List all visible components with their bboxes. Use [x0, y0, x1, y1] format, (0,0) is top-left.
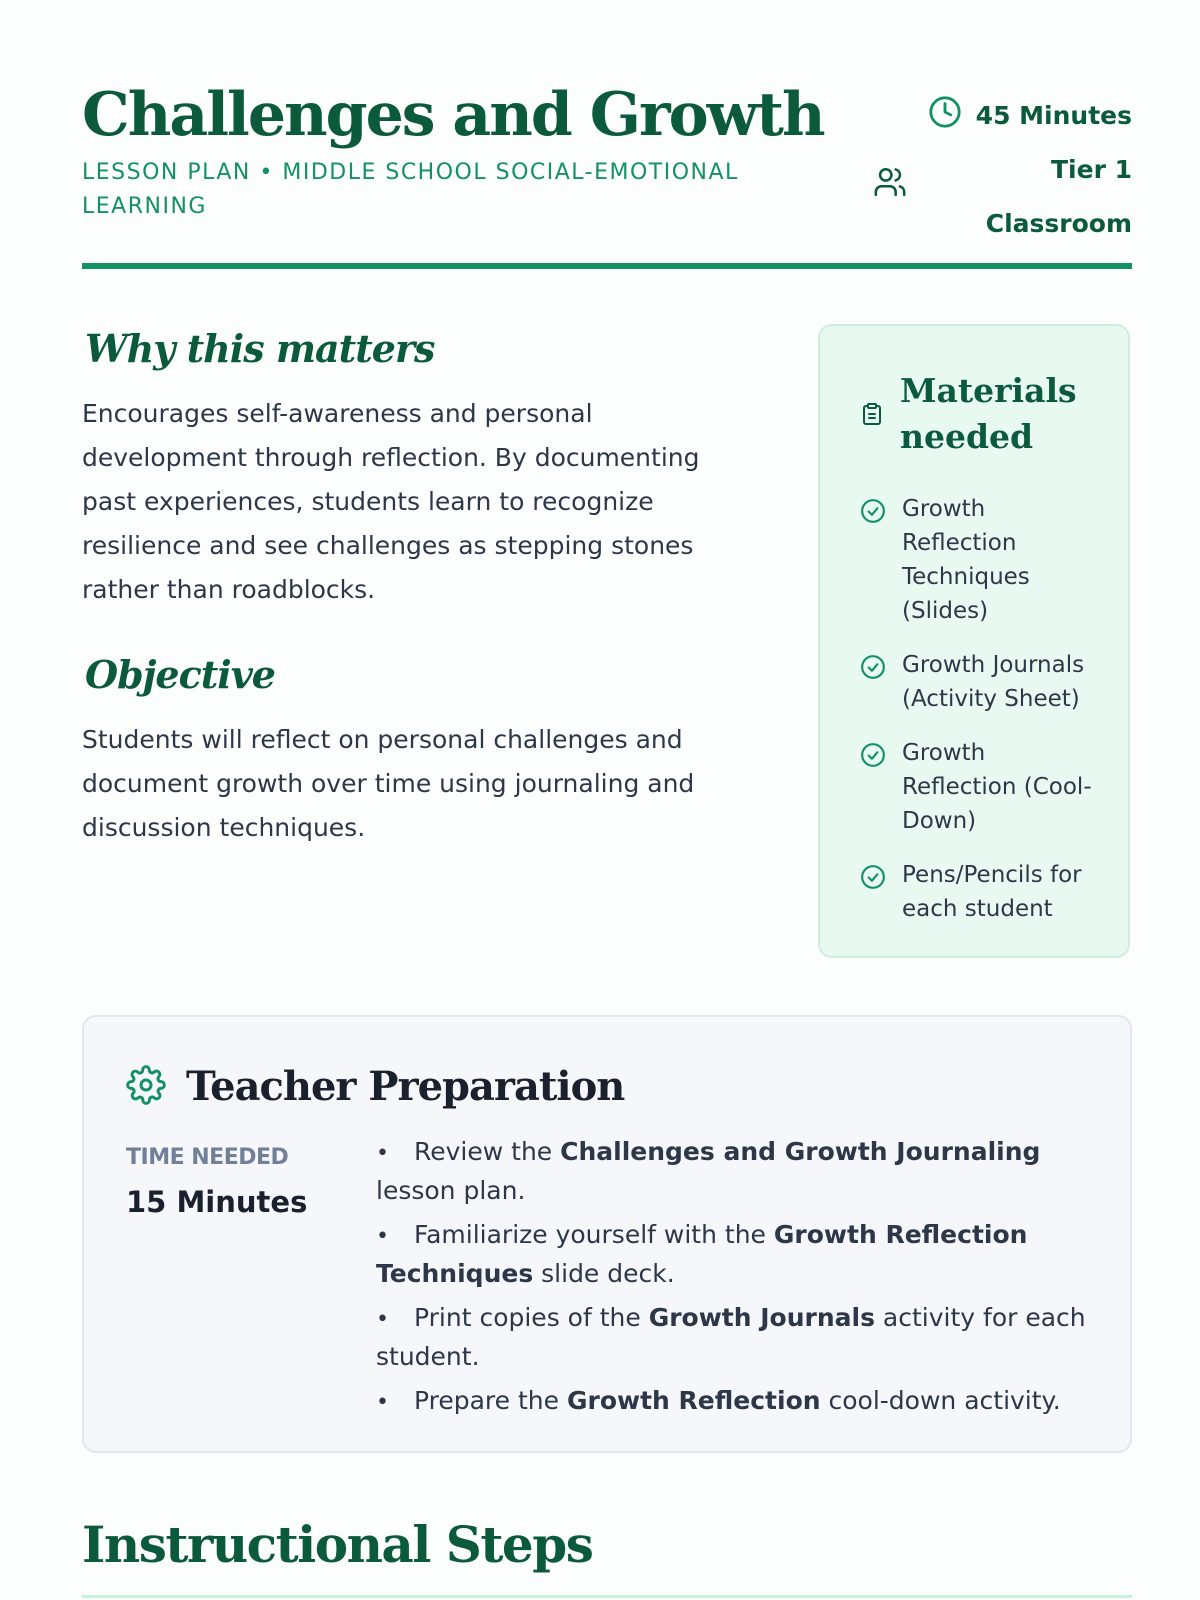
steps-heading: Instructional Steps: [82, 1515, 593, 1574]
material-text: Growth Reflection (Cool-Down): [902, 740, 1092, 834]
time-needed-label: TIME NEEDED: [126, 1145, 289, 1170]
prep-list: [376, 1133, 1096, 1428]
materials-header: [860, 368, 1100, 460]
clipboard-icon: [860, 402, 884, 430]
clock-icon: [928, 95, 962, 135]
why-body: Encourages self-awareness and personal development through reflection. By documenting past experiences, students learn to recognize resilience and see challenges as stepping stones rather than roadblocks.: [82, 399, 700, 604]
materials-heading: Materials needed: [900, 371, 1077, 456]
list-item: [860, 736, 1098, 838]
users-icon: [873, 165, 907, 203]
time-needed-value: 15 Minutes: [126, 1185, 308, 1219]
check-circle-icon: [860, 498, 886, 524]
duration-text: 45 Minutes: [975, 100, 1132, 130]
check-circle-icon: [860, 864, 886, 890]
list-item: [860, 648, 1098, 716]
lesson-subtitle: LESSON PLAN • MIDDLE SCHOOL SOCIAL-EMOTIONAL LEARNING: [82, 160, 739, 219]
materials-list: [860, 492, 1098, 946]
list-item: • Familiarize yourself with the Growth Reflection Techniques slide deck.: [376, 1220, 1028, 1288]
list-item: • Prepare the Growth Reflection cool-down activity.: [376, 1386, 1061, 1415]
material-text: Pens/Pencils for each student: [902, 862, 1082, 922]
list-item: [860, 858, 1098, 926]
material-text: Growth Reflection Techniques (Slides): [902, 496, 1030, 624]
audience-meta: [986, 143, 1132, 251]
header-divider: [82, 263, 1132, 269]
why-heading: Why this matters: [85, 326, 435, 371]
teacher-prep-panel: [82, 1015, 1132, 1453]
gear-icon: [126, 1065, 166, 1109]
materials-panel: [818, 324, 1130, 958]
steps-divider: [82, 1595, 1132, 1598]
material-text: Growth Journals (Activity Sheet): [902, 652, 1085, 712]
list-item: • Print copies of the Growth Journals activity for each student.: [376, 1303, 1086, 1371]
lesson-title: Challenges and Growth: [82, 80, 824, 150]
check-circle-icon: [860, 654, 886, 680]
prep-header: [126, 1063, 624, 1110]
objective-body: Students will reflect on personal challenges and document growth over time using journaling and discussion techniques.: [82, 725, 695, 842]
tier-text: Tier 1: [1050, 155, 1132, 184]
list-item: [860, 492, 1098, 628]
setting-text: Classroom: [985, 209, 1132, 238]
check-circle-icon: [860, 742, 886, 768]
objective-heading: Objective: [85, 652, 275, 697]
duration-meta: [928, 95, 1132, 135]
list-item: • Review the Challenges and Growth Journaling lesson plan.: [376, 1137, 1041, 1205]
prep-heading: Teacher Preparation: [186, 1063, 625, 1110]
